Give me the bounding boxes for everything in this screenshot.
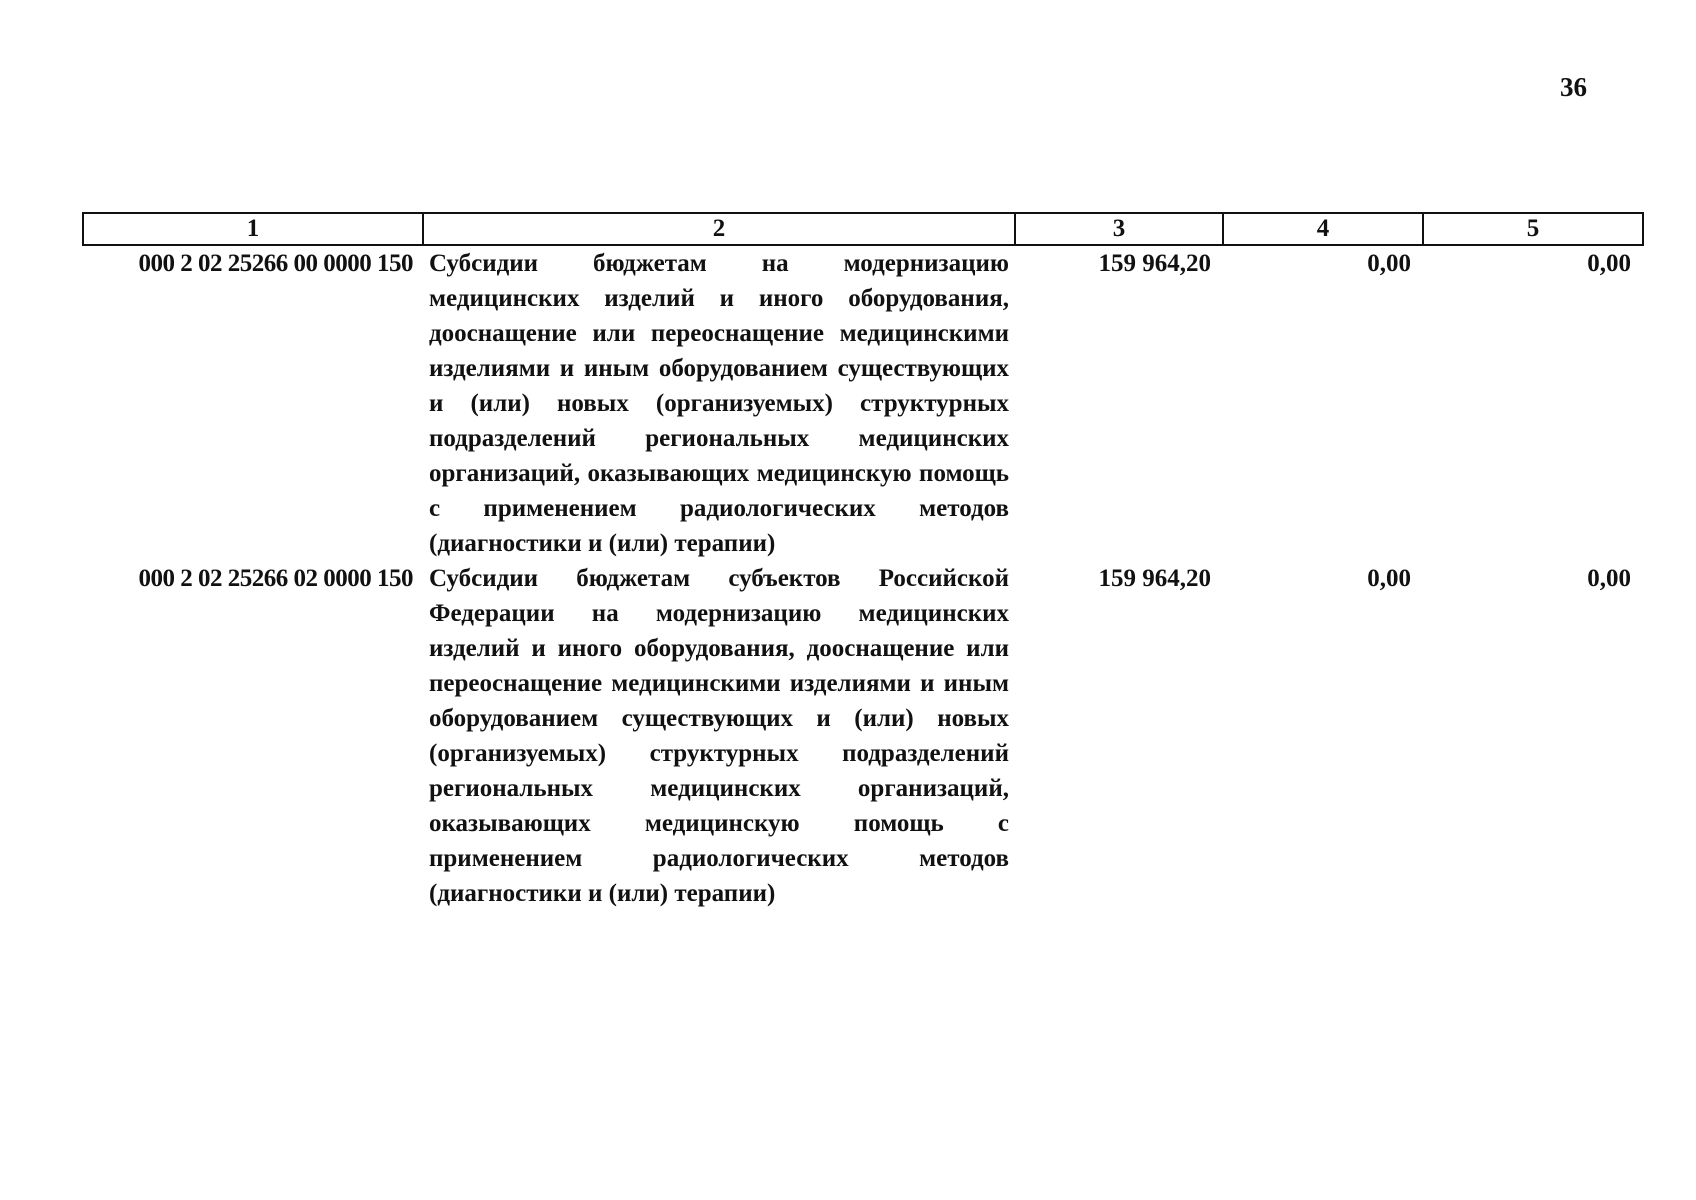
column-header-1: 1 [83,213,423,245]
table-row [83,245,1643,561]
column-header-4: 4 [1223,213,1423,245]
table-header [83,213,1643,245]
budget-code: 000 2 02 25266 00 0000 150 [138,250,413,277]
amount-col4: 0,00 [1367,565,1411,592]
header-row [83,213,1643,245]
description: Субсидии бюджетам на модернизацию медицинских изделий и иного оборудования, дооснащение или переоснащение медицинскими изделиями и иным оборудованием существующих и (или) новых (организуемых) структурных подразделений региональных медицинских организаций, оказывающих медицинскую помощь с применением радиологических методов (диагностики и (или) терапии) [429,250,1009,557]
column-header-2: 2 [423,213,1015,245]
page-number: 36 [1560,72,1587,102]
budget-code: 000 2 02 25266 02 0000 150 [138,565,413,592]
amount-col3: 159 964,20 [1098,250,1211,277]
description: Субсидии бюджетам субъектов Российской Федерации на модернизацию медицинских изделий и иного оборудования, дооснащение или переоснащение медицинскими изделиями и иным оборудованием существующих и (или) новых (организуемых) структурных подразделений региональных медицинских организаций, оказывающих медицинскую помощь с применением радиологических методов (диагностики и (или) терапии) [429,565,1009,907]
column-header-3: 3 [1015,213,1223,245]
amount-col3: 159 964,20 [1098,565,1211,592]
column-header-5: 5 [1423,213,1643,245]
amount-col4: 0,00 [1367,250,1411,277]
table-body [83,245,1643,911]
budget-table [82,212,1644,911]
amount-col5: 0,00 [1587,565,1631,592]
amount-col5: 0,00 [1587,250,1631,277]
table-row [83,561,1643,911]
